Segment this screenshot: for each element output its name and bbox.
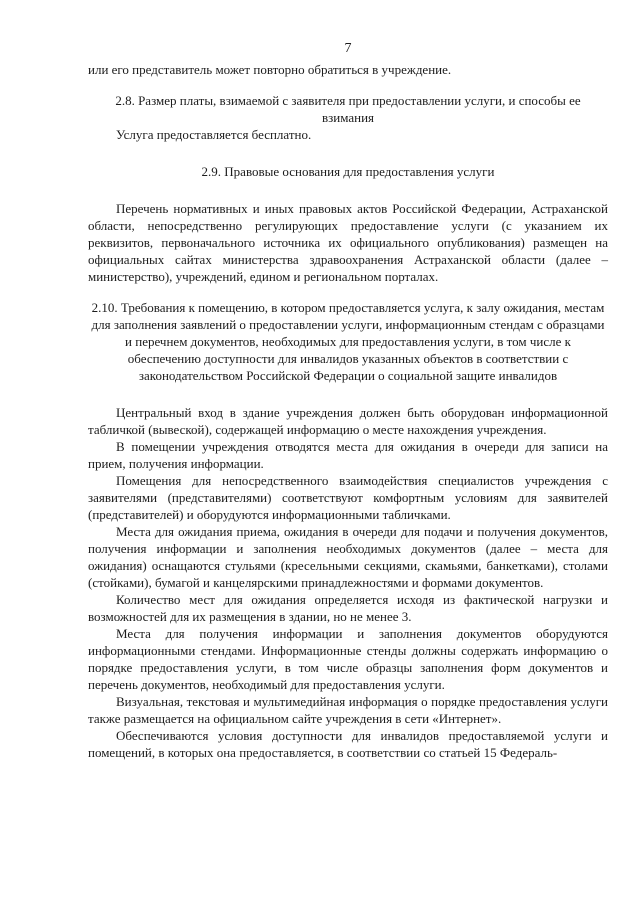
- section-2-8-heading: 2.8. Размер платы, взимаемой с заявителя при предоставлении услуги, и способы ее взимания: [115, 93, 581, 125]
- section-2-9-heading: 2.9. Правовые основания для предоставления услуги: [201, 164, 495, 179]
- paragraph: Места для получения информации и заполнения документов оборудуются информационными стендами. Информационные стенды должны содержать информацию о порядке предоставления услуги, в том числе образцы заполнения форм документов и перечень документов, необходимый для предоставления услуги.: [88, 626, 608, 692]
- section-2-10-body: [88, 404, 608, 761]
- paragraph: В помещении учреждения отводятся места для ожидания в очереди для записи на прием, получения информации.: [88, 439, 608, 471]
- paragraph: Количество мест для ожидания определяется исходя из фактической нагрузки и возможностей для их размещения в здании, но не менее 3.: [88, 592, 608, 624]
- section-2-10-heading: 2.10. Требования к помещению, в котором предоставляется услуга, к залу ожидания, местам для заполнения заявлений о предоставлении услуги, информационным стендам с образцами и перечнем документов, необходимых для предоставления услуги, в том числе к обеспечению доступности для инвалидов указанных объектов в соответствии с законодательством Российской Федерации о социальной защите инвалидов: [91, 300, 605, 383]
- section-2-8-body: Услуга предоставляется бесплатно.: [116, 127, 312, 142]
- page-number: 7: [344, 41, 352, 56]
- paragraph: Места для ожидания приема, ожидания в очереди для подачи и получения документов, получения информации и заполнения необходимых документов (далее – места для ожидания) оснащаются стульями (кресельными секциями, скамьями, банкетками), столами (стойками), бумагой и канцелярскими принадлежностями и формами документов.: [88, 524, 608, 590]
- paragraph: Обеспечиваются условия доступности для инвалидов предоставляемой услуги и помещений, в которых она предоставляется, в соответствии со статьей 15 Федераль-: [88, 728, 608, 760]
- paragraph: Помещения для непосредственного взаимодействия специалистов учреждения с заявителями (представителями) соответствуют комфортным условиям для заявителей (представителей) и оборудуются информационными табличками.: [88, 473, 608, 522]
- continuation-text: или его представитель может повторно обратиться в учреждение.: [88, 62, 452, 77]
- section-2-9-body: Перечень нормативных и иных правовых актов Российской Федерации, Астраханской области, непосредственно регулирующих предоставление услуги (с указанием их реквизитов, первоначального источника их официального опубликования) размещен на официальных сайтах министерства здравоохранения Астраханской области (далее – министерство), учреждений, едином и региональном порталах.: [88, 201, 608, 284]
- paragraph: Центральный вход в здание учреждения должен быть оборудован информационной табличкой (вывеской), содержащей информацию о месте нахождения учреждения.: [88, 405, 608, 437]
- paragraph: Визуальная, текстовая и мультимедийная информация о порядке предоставления услуги также размещается на официальном сайте учреждения в сети «Интернет».: [88, 694, 608, 726]
